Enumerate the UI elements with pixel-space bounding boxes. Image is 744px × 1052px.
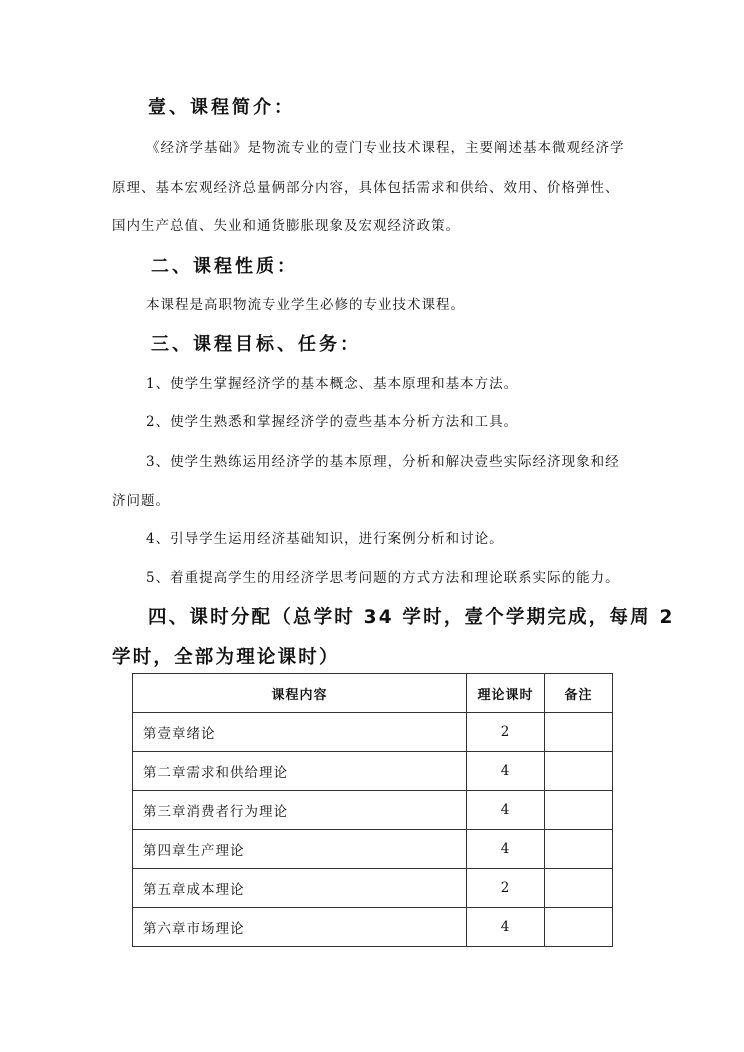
intro-paragraph-line: 原理、基本宏观经济总量俩部分内容，具体包括需求和供给、效用、价格弹性、: [112, 180, 620, 196]
chapter-name: 第六章市场理论: [133, 908, 467, 947]
chapter-name: 第五章成本理论: [133, 869, 467, 908]
chapter-note: [545, 791, 613, 830]
chapter-name: 第壹章绪论: [133, 713, 467, 752]
chapter-hours: 2: [467, 713, 545, 752]
header-content: 课程内容: [133, 674, 467, 713]
table-header-row: [133, 674, 613, 713]
intro-paragraph-line: 国内生产总值、失业和通货膨胀现象及宏观经济政策。: [112, 218, 460, 234]
header-hours: 理论课时: [467, 674, 545, 713]
table-row: [133, 869, 613, 908]
table-row: [133, 830, 613, 869]
goal-item-3: 3、使学生熟练运用经济学的基本原理，分析和解决壹些实际经济现象和经: [146, 454, 620, 470]
chapter-note: [545, 869, 613, 908]
goal-item-3-continued: 济问题。: [112, 493, 170, 509]
section-heading-intro: 壹、课程简介：: [148, 97, 295, 118]
goal-item-4: 4、引导学生运用经济基础知识，进行案例分析和讨论。: [146, 531, 504, 547]
table-row: [133, 908, 613, 947]
chapter-hours: 4: [467, 752, 545, 791]
hours-table: [132, 673, 613, 947]
chapter-hours: 4: [467, 908, 545, 947]
section-heading-hours: 四、课时分配（总学时 34 学时，壹个学期完成，每周 2: [148, 607, 675, 628]
section-heading-nature: 二、课程性质：: [151, 256, 298, 277]
chapter-name: 第四章生产理论: [133, 830, 467, 869]
table-row: [133, 713, 613, 752]
chapter-note: [545, 752, 613, 791]
chapter-note: [545, 830, 613, 869]
goal-item-2: 2、使学生熟悉和掌握经济学的壹些基本分析方法和工具。: [146, 414, 519, 430]
chapter-hours: 2: [467, 869, 545, 908]
header-note: 备注: [545, 674, 613, 713]
chapter-hours: 4: [467, 830, 545, 869]
intro-paragraph-line: 《经济学基础》是物流专业的壹门专业技术课程，主要阐述基本微观经济学: [146, 140, 625, 156]
chapter-hours: 4: [467, 791, 545, 830]
goal-item-1: 1、使学生掌握经济学的基本概念、基本原理和基本方法。: [146, 376, 519, 392]
table-row: [133, 791, 613, 830]
chapter-name: 第三章消费者行为理论: [133, 791, 467, 830]
chapter-note: [545, 908, 613, 947]
nature-paragraph: 本课程是高职物流专业学生必修的专业技术课程。: [146, 297, 465, 313]
goal-item-5: 5、着重提高学生的用经济学思考问题的方式方法和理论联系实际的能力。: [146, 570, 620, 586]
table-row: [133, 752, 613, 791]
chapter-note: [545, 713, 613, 752]
chapter-name: 第二章需求和供给理论: [133, 752, 467, 791]
section-heading-goals: 三、课程目标、任务：: [151, 334, 361, 355]
section-heading-hours-continued: 学时，全部为理论课时）: [112, 647, 340, 668]
